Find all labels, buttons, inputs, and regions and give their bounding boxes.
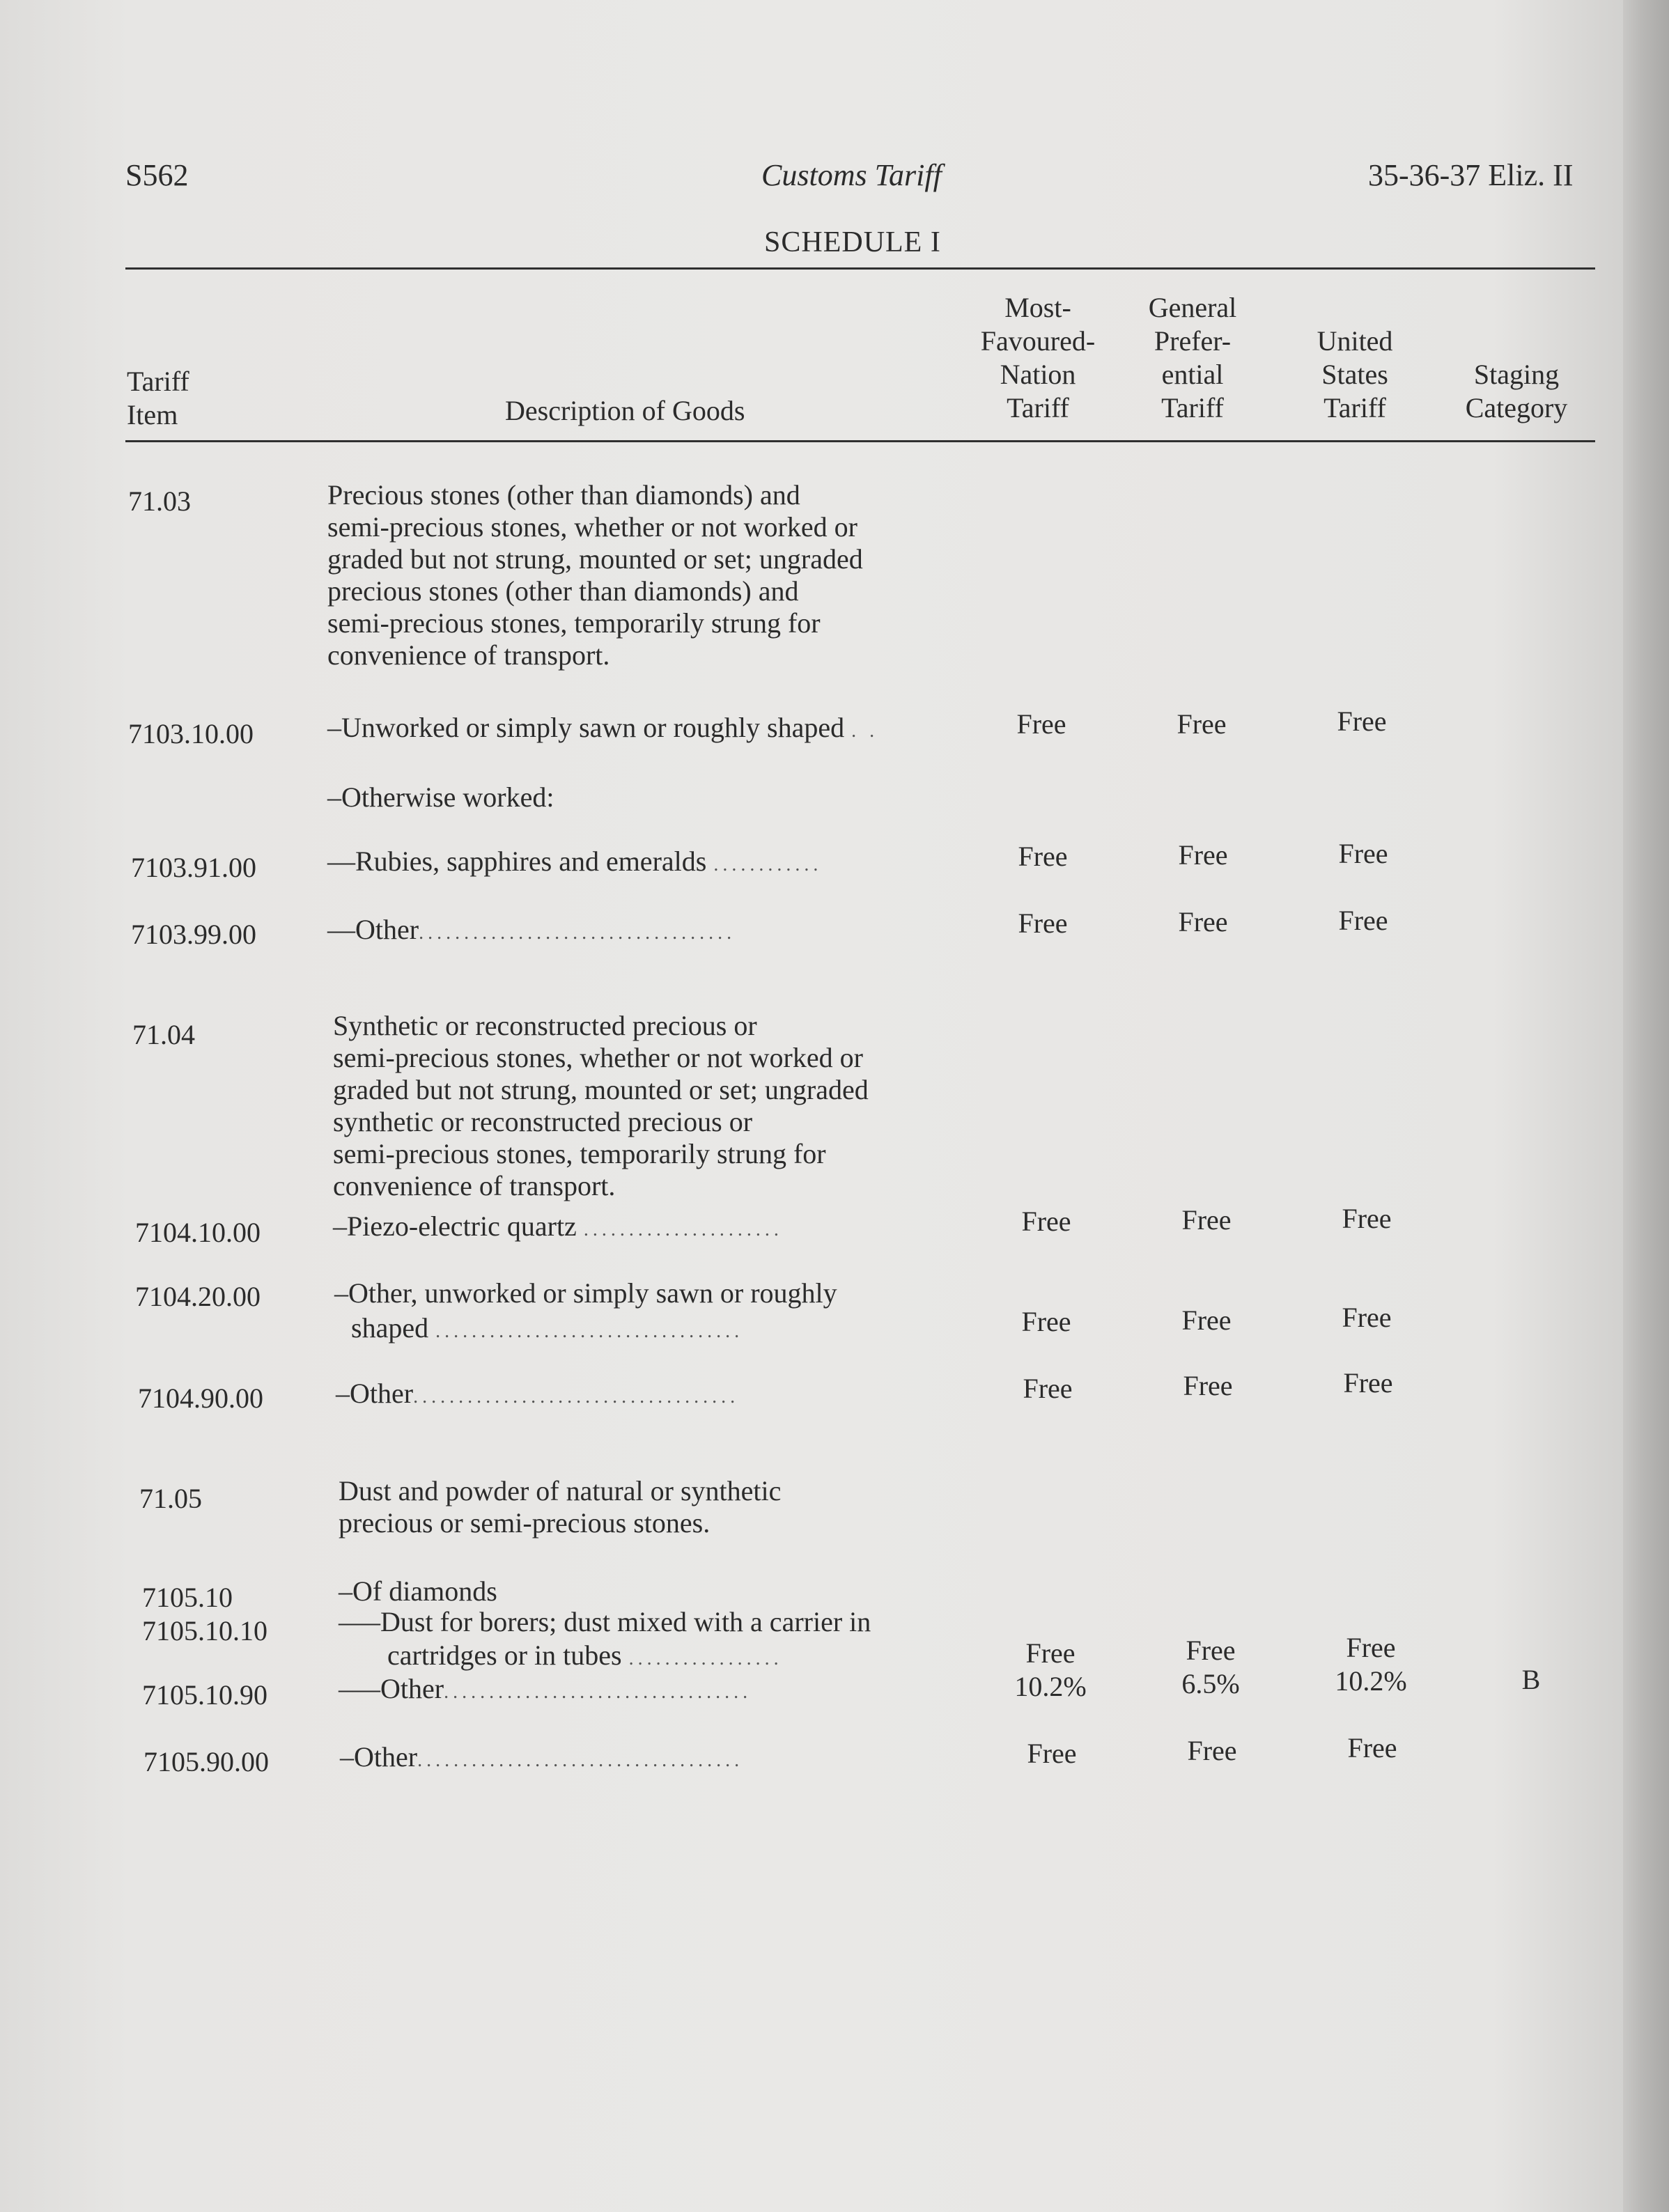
leader-dots: ...................... xyxy=(583,1219,783,1240)
gpt-rate: Free xyxy=(1183,1370,1233,1401)
us-rate: Free xyxy=(1342,1302,1392,1333)
leader-dots: .................................... xyxy=(417,1750,744,1771)
us-rate: Free xyxy=(1346,1632,1396,1663)
tariff-item-code: 7103.10.00 xyxy=(128,718,254,749)
item-description: –Unworked or simply sawn or roughly shaped . . xyxy=(327,712,878,747)
mfn-rate: 10.2% xyxy=(1014,1671,1087,1702)
leader-dots: ............ xyxy=(713,854,823,875)
item-description: cartridges or in tubes ................. xyxy=(387,1639,783,1675)
tariff-item-code: 7105.10.10 xyxy=(142,1615,267,1646)
us-rate: Free xyxy=(1337,706,1387,737)
item-description: –Otherwise worked: xyxy=(327,781,554,813)
item-description: –––Other.................................. xyxy=(339,1673,752,1708)
running-title: Customs Tariff xyxy=(761,158,942,192)
tariff-item-code: 7105.10.90 xyxy=(142,1679,267,1711)
item-description: –Other.................................... xyxy=(336,1378,739,1413)
item-description: ––Other................................... xyxy=(327,914,736,949)
tariff-item-code: 7104.20.00 xyxy=(135,1281,261,1312)
header-top-rule xyxy=(125,267,1595,270)
us-rate: Free xyxy=(1338,905,1388,936)
item-description: shaped .................................. xyxy=(351,1312,743,1348)
us-rate: Free xyxy=(1338,838,1388,869)
item-description: –Of diamonds xyxy=(339,1575,497,1607)
leader-dots: ................. xyxy=(628,1648,783,1669)
item-description: –Other.................................... xyxy=(340,1741,743,1777)
tariff-item-code: 7103.91.00 xyxy=(131,852,256,883)
item-description: –Other, unworked or simply sawn or roughly xyxy=(334,1277,837,1309)
item-description: –Piezo-electric quartz ...................... xyxy=(333,1210,783,1246)
gpt-rate: Free xyxy=(1181,1304,1232,1336)
leader-dots: .................................... xyxy=(413,1386,740,1408)
gpt-rate: Free xyxy=(1177,708,1227,740)
us-rate: Free xyxy=(1347,1732,1397,1763)
tariff-item-code: 7105.10 xyxy=(142,1582,233,1613)
leader-dots: . . xyxy=(851,720,879,742)
column-header-tariff-item: Tariff Item xyxy=(127,366,189,430)
mfn-rate: Free xyxy=(1023,1373,1073,1404)
column-header-description: Description of Goods xyxy=(505,395,745,426)
leader-dots: .................................. xyxy=(444,1681,752,1703)
column-header-staging: Staging Category xyxy=(1465,359,1568,423)
gpt-rate: Free xyxy=(1181,1204,1232,1236)
page-edge-shadow xyxy=(1623,0,1669,2212)
tariff-item-code: 71.04 xyxy=(132,1019,195,1050)
item-description: Precious stones (other than diamonds) and semi-precious stones, whether or not worked or graded but not strung, mounted or set; ungraded precious stones (other than diamonds) and semi-precious stones, temporarily strung for convenience of transport. xyxy=(327,479,863,671)
mfn-rate: Free xyxy=(1021,1206,1071,1237)
mfn-rate: Free xyxy=(1016,708,1066,740)
tariff-item-code: 71.03 xyxy=(128,485,191,517)
us-rate: Free xyxy=(1343,1367,1393,1399)
leader-dots: .................................. xyxy=(435,1321,744,1342)
mfn-rate: Free xyxy=(1018,841,1068,872)
gpt-rate: Free xyxy=(1178,839,1228,871)
us-rate: Free xyxy=(1342,1203,1392,1234)
mfn-rate: Free xyxy=(1025,1637,1076,1669)
us-rate: 10.2% xyxy=(1335,1665,1407,1697)
tariff-item-code: 7105.90.00 xyxy=(143,1746,269,1777)
item-description: ––Rubies, sapphires and emeralds ............ xyxy=(327,846,822,881)
leader-dots: ................................... xyxy=(419,922,736,944)
statute-reference: 35-36-37 Eliz. II xyxy=(1368,158,1574,192)
column-header-us: United States Tariff xyxy=(1317,325,1393,423)
column-header-mfn: Most- Favoured- Nation Tariff xyxy=(980,292,1096,423)
item-description: Dust and powder of natural or synthetic precious or semi-precious stones. xyxy=(339,1475,782,1539)
item-description: –––Dust for borers; dust mixed with a carrier in xyxy=(339,1606,871,1637)
page-number: S562 xyxy=(125,158,189,192)
item-description: Synthetic or reconstructed precious or semi-precious stones, whether or not worked or graded but not strung, mounted or set; ungraded synthetic or reconstructed precious or semi-precious stones, temporarily strung for convenience of transport. xyxy=(333,1010,869,1201)
gpt-rate: 6.5% xyxy=(1181,1668,1240,1699)
staging-category: B xyxy=(1521,1664,1541,1695)
mfn-rate: Free xyxy=(1018,908,1068,939)
column-header-gpt: General Prefer- ential Tariff xyxy=(1148,292,1237,423)
mfn-rate: Free xyxy=(1021,1306,1071,1337)
gpt-rate: Free xyxy=(1187,1735,1237,1766)
header-bottom-rule xyxy=(125,440,1595,442)
schedule-title: SCHEDULE I xyxy=(764,226,941,258)
gpt-rate: Free xyxy=(1186,1635,1236,1666)
tariff-item-code: 7104.90.00 xyxy=(138,1382,263,1414)
tariff-item-code: 7103.99.00 xyxy=(131,919,256,950)
tariff-item-code: 71.05 xyxy=(139,1483,202,1514)
tariff-item-code: 7104.10.00 xyxy=(135,1217,261,1248)
gpt-rate: Free xyxy=(1178,906,1228,937)
mfn-rate: Free xyxy=(1027,1738,1077,1769)
